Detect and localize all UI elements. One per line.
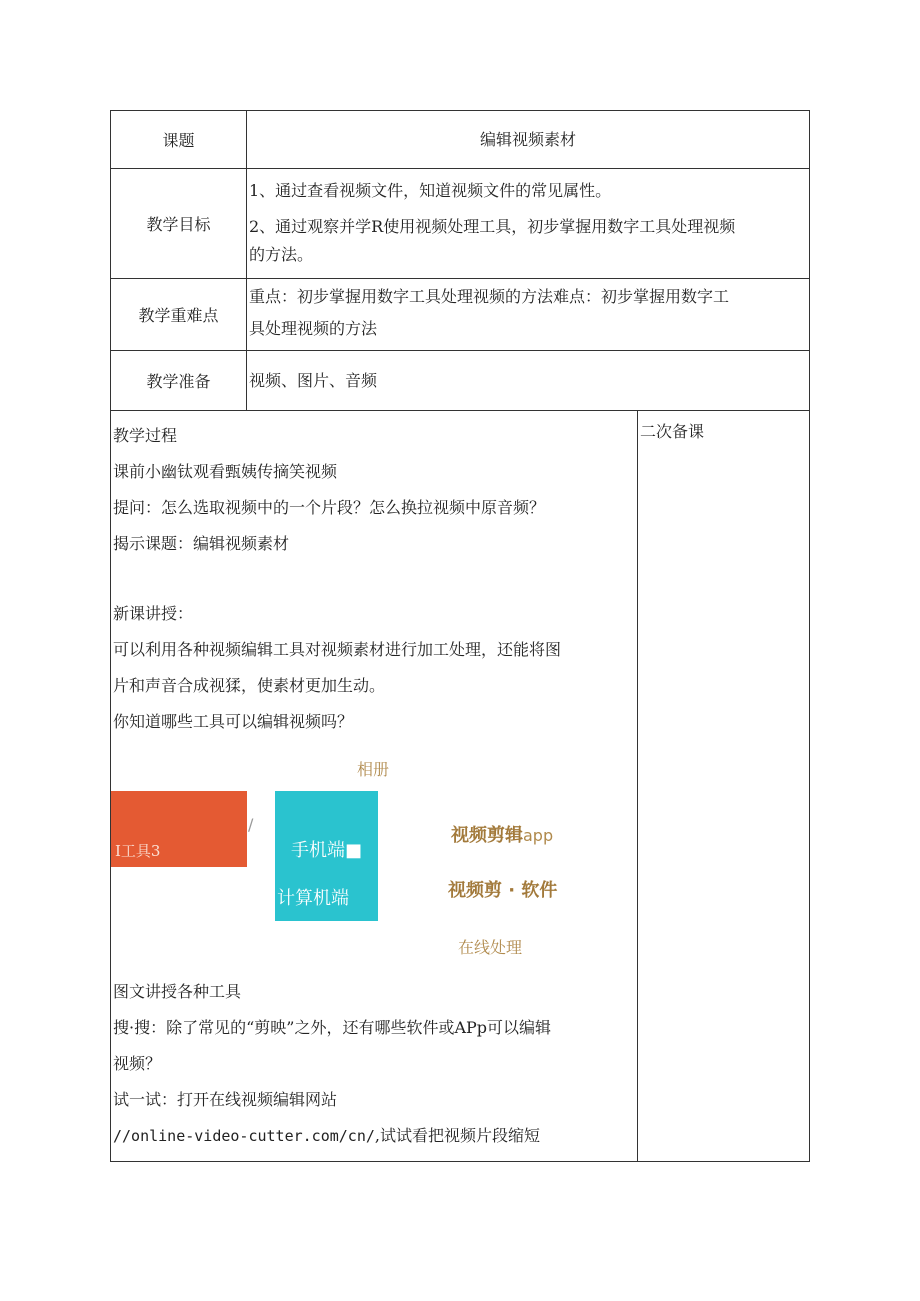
connector-slash: / [248,815,254,834]
goals-line-2: 2、通过观察并学R使用视频处理工具，初步掌握用数字工具处理视频 [249,217,736,236]
lesson-plan-table [110,110,810,1162]
album-label: 相册 [357,760,390,779]
process-text-1: 可以利用各种视频编辑工具对视频素材进行加工处理，还能将图 [113,640,562,659]
process-try: 试一试：打开在线视频编辑网站 [113,1090,338,1109]
software-label: 视频剪 · 软件 [448,880,558,901]
key-points-row [111,279,809,351]
goals-label: 教学目标 [111,169,247,278]
key-points-value [247,279,809,350]
app-label [451,821,553,847]
computer-label: 计算机端 [277,888,349,909]
process-search: 搜·搜：除了常见的“剪映”之外，还有哪些软件或APp可以编辑 [113,1018,552,1037]
process-reveal-topic: 揭示课题：编辑视频素材 [113,534,290,553]
key-points-line-1: 重点：初步掌握用数字工具处理视频的方法难点：初步掌握用数字工 [249,287,730,306]
website-url: //online-video-cutter.com/cn/ [113,1127,375,1145]
second-prep-cell [638,411,809,1161]
process-new-lesson: 新课讲授： [113,604,194,623]
goals-line-3: 的方法。 [249,245,314,264]
process-row [111,411,809,1161]
process-text-2: 片和声音合成视猱，使素材更加生动。 [113,676,386,695]
tool-box [111,791,247,867]
process-try-rest: ,试试看把视频片段缩短 [374,1126,540,1145]
goals-line-1: 1、通过查看视频文件，知道视频文件的常见属性。 [249,181,612,200]
process-try-url [113,1123,540,1146]
process-search-cont: 视频？ [113,1054,162,1073]
preparation-value: 视频、图片、音频 [249,370,378,390]
process-text-4: 图文讲授各种工具 [113,982,242,1001]
mobile-label: 手机端■ [291,840,363,861]
app-label-suffix: app [523,826,554,845]
key-points-label: 教学重难点 [111,279,247,350]
key-points-line-2: 具处理视频的方法 [249,319,378,338]
device-box [275,791,378,921]
process-question: 提问：怎么选取视频中的一个片段？怎么换拉视频中原音频？ [113,498,546,517]
tool-box-label: I工具3 [115,842,161,860]
preparation-label: 教学准备 [111,351,247,410]
app-label-bold: 视频剪辑 [451,825,523,846]
process-text-3: 你知道哪些工具可以编辑视频吗？ [113,712,354,731]
goals-row [111,169,809,279]
process-warmup: 课前小幽钛观看甄姨传摘笑视频 [113,462,338,481]
topic-value: 编辑视频素材 [479,129,576,149]
topic-row [111,111,809,169]
process-heading: 教学过程 [113,426,178,445]
goals-value [247,169,809,278]
online-label: 在线处理 [458,938,523,957]
preparation-row [111,351,809,411]
second-prep-label: 二次备课 [640,422,705,441]
teaching-process-cell [111,411,638,1161]
topic-label: 课题 [111,111,247,168]
